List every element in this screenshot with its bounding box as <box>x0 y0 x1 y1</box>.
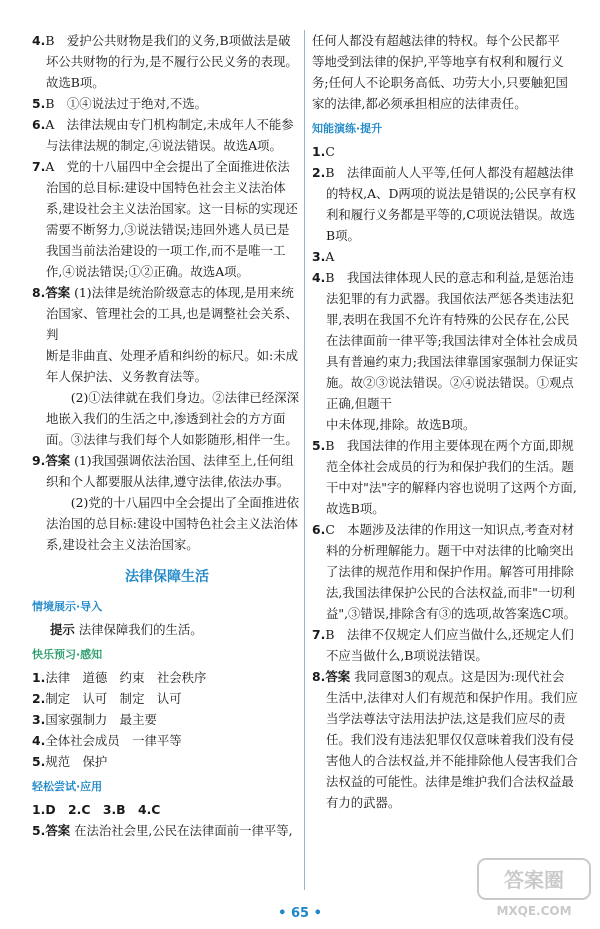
preview-list <box>32 667 302 772</box>
subsection-heading-scenario: 情境展示·导入 <box>32 600 103 613</box>
left-column <box>32 30 302 841</box>
answer-9: 9.答案 (1)我国强调依法治国、法律至上,任何组 织和个人都要服从法律,遵守法律,依法办事。 (2)党的十八届四中全会提出了全面推进依 法治国的总目标:建设中国特色社会主义法治体 系,建设社会主义法治国家。 <box>32 453 299 552</box>
answer-6: 6.A 法律法规由专门机构制定,未成年人不能参 与法律法规的制定,④说法错误。故选A项。 <box>32 117 294 153</box>
answer-4: 4.B 爱护公共财物是我们的义务,B项做法是破 坏公共财物的行为,是不履行公民义务的表现。 故选B项。 <box>32 33 298 90</box>
watermark-text: 答案圈 <box>504 868 564 892</box>
try-answers: 1.D 2.C 3.B 4.C <box>32 802 161 817</box>
column-divider <box>304 30 305 890</box>
list-item: 3.国家强制力 最主要 <box>32 712 157 727</box>
tip-line: 提示 法律保障我们的生活。 <box>50 622 203 637</box>
right-column <box>312 30 582 813</box>
practice-1: 1.C <box>312 144 335 159</box>
practice-5: 5.B 我国法律的作用主要体现在两个方面,即规 范全体社会成员的行为和保护我们的生活。题 干中对"法"字的解释内容也说明了这两个方面, 故选B项。 <box>312 438 577 516</box>
page-number: • 65 • <box>278 906 322 921</box>
answer-5-continued: 任何人都没有超越法律的特权。每个公民都平 等地受到法律的保护,平等地享有权利和履行义 务;任何人不论职务高低、功劳大小,只要触犯国 家的法律,都必须承担相应的法律责任。 <box>312 33 568 111</box>
list-item: 2.制定 认可 制定 认可 <box>32 691 182 706</box>
answer-8: 8.答案 (1)法律是统治阶级意志的体现,是用来统 治国家、管理社会的工具,也是调整社会关系、判 断是非曲直、处理矛盾和纠纷的标尺。如:未成 年人保护法、义务教育法等。 (2)①法律就在我们身边。②法律已经深深 地嵌入我们的生活之中,渗透到社会的方方面 面。③法律与我们每个人如影随形,相伴一生。 <box>32 285 299 447</box>
try-answer-5: 5.答案 在法治社会里,公民在法律面前一律平等, <box>32 823 293 838</box>
list-item: 1.法律 道德 约束 社会秩序 <box>32 670 207 685</box>
subsection-heading-practice: 知能演练·提升 <box>312 122 383 135</box>
practice-6: 6.C 本题涉及法律的作用这一知识点,考查对材 料的分析理解能力。题干中对法律的比喻突出 了法律的规范作用和保护作用。解答可用排除 法,我国法律保护公民的合法权益,而非"一切利 益",③错误,排除含有③的选项,故答案选C项。 <box>312 522 577 621</box>
list-item: 4.全体社会成员 一律平等 <box>32 733 182 748</box>
practice-2: 2.B 法律面前人人平等,任何人都没有超越法律 的特权,A、D两项的说法是错误的;公民享有权 利和履行义务都是平等的,C项说法错误。故选 B项。 <box>312 165 577 243</box>
watermark-logo <box>474 853 594 923</box>
practice-3: 3.A <box>312 249 335 264</box>
answer-5: 5.B ①④说法过于绝对,不选。 <box>32 96 208 111</box>
subsection-heading-try: 轻松尝试·应用 <box>32 780 103 793</box>
practice-4: 4.B 我国法律体现人民的意志和利益,是惩治违 法犯罪的有力武器。我国依法严惩各类违法犯 罪,表明在我国不允许有特殊的公民存在,公民 在法律面前一律平等;我国法律对全体社会成员 具有普遍约束力;我国法律靠国家强制力保证实 施。故②③说法错误。②④说法错误。①观点正确,但题干 中未体现,排除。故选B项。 <box>312 270 578 432</box>
list-item: 5.规范 保护 <box>32 754 108 769</box>
subsection-heading-preview: 快乐预习·感知 <box>32 648 103 661</box>
watermark-url: MXQE.COM <box>496 904 572 918</box>
answer-7: 7.A 党的十八届四中全会提出了全面推进依法 治国的总目标:建设中国特色社会主义法治体 系,建设社会主义法治国家。这一目标的实现还 需要不断努力,③说法错误;违回外逃人员已是 我国当前法治建设的一项工作,而不是唯一工 作,④说法错误;①②正确。故选A项。 <box>32 159 298 279</box>
practice-7: 7.B 法律不仅规定人们应当做什么,还规定人们 不应当做什么,B项说法错误。 <box>312 627 574 663</box>
practice-8: 8.答案 我同意图3的观点。这是因为:现代社会 生活中,法律对人们有规范和保护作用。我们应 当学法尊法守法用法护法,这是我们应尽的责 任。我们没有违法犯罪仅仅意味着我们没有侵 害他人的合法权益,并不能排除他人侵害我们合 法权益的可能性。法律是维护我们合法权益最 有力的武器。 <box>312 669 578 810</box>
section-title: 法律保障生活 <box>125 569 209 585</box>
